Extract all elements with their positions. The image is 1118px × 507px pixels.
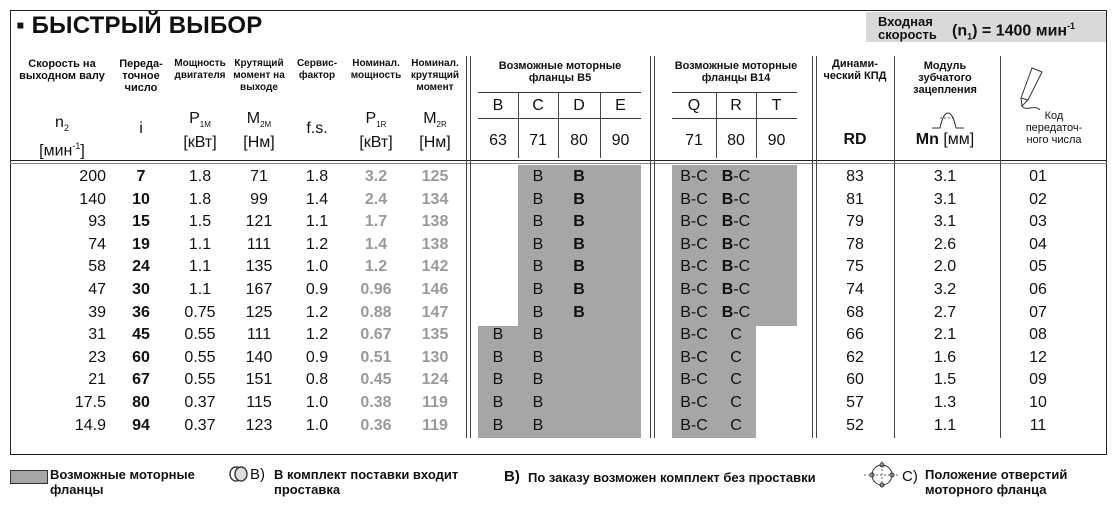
cell-fs: 0.9 xyxy=(305,281,329,298)
cell-b14-71: B-C xyxy=(680,281,708,298)
header-eff: Динами-ческий КПД xyxy=(823,58,887,82)
cell-b14-71: B-C xyxy=(680,371,708,389)
cell-b5-71: B xyxy=(532,235,544,253)
legend-holes: Положение отверстий моторного фланца xyxy=(925,467,1068,497)
b14-letter: Q xyxy=(687,97,701,114)
cell-b14-80-rest: -C xyxy=(733,258,751,276)
header-power: Мощность двигателя xyxy=(174,58,226,81)
cell-n2: 21 xyxy=(88,371,106,389)
cell-p1m: 1.5 xyxy=(188,213,212,231)
cell-b14-71: B-C xyxy=(680,213,708,231)
cell-m2r: 138 xyxy=(421,235,449,253)
cell-b14-71: B-C xyxy=(680,394,708,411)
cell-mn: 3.1 xyxy=(933,168,957,185)
cell-i: 45 xyxy=(132,326,150,344)
symbol-m2r: $M_{2R}$ [Нм] xyxy=(419,110,451,152)
cell-mn: 1.5 xyxy=(933,371,957,389)
cell-p1m: 0.75 xyxy=(184,303,216,321)
cell-m2r: 142 xyxy=(421,258,449,276)
cell-b14-80 xyxy=(716,325,756,345)
cell-code: 10 xyxy=(1029,394,1047,411)
cell-b14-80-rest: -C xyxy=(733,168,751,185)
cell-b5-63 xyxy=(478,280,518,300)
cell-b14-80-rest: C xyxy=(730,326,742,344)
cell-p1m: 1.1 xyxy=(188,281,212,298)
cell-b5-80 xyxy=(558,370,600,390)
cell-code: 03 xyxy=(1029,213,1047,231)
cell-m2r: 146 xyxy=(421,281,449,298)
cell-p1m: 0.37 xyxy=(184,416,216,434)
cell-mn: 2.1 xyxy=(933,326,957,344)
cell-b5-71: B xyxy=(532,394,544,411)
cell-b5-80: B xyxy=(573,213,585,231)
cell-b5-63 xyxy=(478,257,518,277)
flange-header-rule-top xyxy=(478,92,641,93)
cell-i: 10 xyxy=(132,190,150,208)
cell-n2: 14.9 xyxy=(74,416,106,434)
cell-fs: 1.1 xyxy=(305,213,329,231)
cell-fs: 1.2 xyxy=(305,326,329,344)
symbol-rd: RD xyxy=(843,131,867,148)
cell-mn: 1.3 xyxy=(933,394,957,411)
symbol-n2: $n_2$ [мин$^{-1}$] xyxy=(39,114,85,160)
cell-n2: 58 xyxy=(88,258,106,276)
cell-b5-71: B xyxy=(532,416,544,434)
cell-fs: 1.2 xyxy=(305,303,329,321)
cell-p1r: 0.88 xyxy=(360,303,392,321)
cell-mn: 1.6 xyxy=(933,348,957,366)
pencil-icon xyxy=(1012,66,1052,116)
cell-b14-71: B-C xyxy=(680,190,708,208)
cell-b5-71: B xyxy=(532,190,544,208)
cell-m2m: 121 xyxy=(245,213,273,231)
cell-m2r: 138 xyxy=(421,213,449,231)
legend-b-icon-label: B) xyxy=(250,466,265,483)
cell-b14-80-bold: B xyxy=(721,258,734,276)
cell-p1m: 1.8 xyxy=(188,168,212,185)
cell-b5-80: B xyxy=(573,303,585,321)
b5-letter: C xyxy=(532,97,544,114)
cell-p1r: 3.2 xyxy=(364,168,388,185)
header-torque: Крутящий момент на выходе xyxy=(233,58,285,93)
cell-mn: 1.1 xyxy=(933,416,957,434)
divider-eff xyxy=(894,56,895,438)
cell-b14-80-rest: -C xyxy=(733,281,751,298)
cell-b5-63: B xyxy=(492,416,504,434)
cell-b14-80-bold: B xyxy=(721,235,734,253)
cell-b5-71: B xyxy=(532,213,544,231)
cell-p1r: 0.67 xyxy=(360,326,392,344)
cell-b5-63 xyxy=(478,303,518,323)
cell-n2: 47 xyxy=(88,281,106,298)
flange-header-divider xyxy=(716,92,717,158)
cell-i: 94 xyxy=(132,416,150,434)
flange-header-rule xyxy=(478,118,641,119)
cell-n2: 17.5 xyxy=(74,394,106,411)
header-b14: Возможные моторные фланцы B14 xyxy=(674,60,798,84)
cell-b5-80: B xyxy=(573,168,585,185)
cell-code: 09 xyxy=(1029,371,1047,389)
divider-b5-left-2 xyxy=(470,56,471,438)
cell-b14-80 xyxy=(716,348,756,368)
flange-holes-icon xyxy=(862,460,902,490)
cell-rd: 81 xyxy=(846,190,864,208)
cell-m2r: 130 xyxy=(421,348,449,366)
cell-fs: 1.8 xyxy=(305,168,329,185)
cell-b5-71: B xyxy=(532,348,544,366)
symbol-m2m: $M_{2M}$ [Нм] xyxy=(243,110,275,152)
flange-header-divider xyxy=(600,92,601,158)
cell-i: 19 xyxy=(132,235,150,253)
cell-rd: 52 xyxy=(846,416,864,434)
cell-p1r: 0.45 xyxy=(360,371,392,389)
cell-i: 30 xyxy=(132,281,150,298)
cell-b14-80-bold: B xyxy=(721,281,734,298)
cell-n2: 74 xyxy=(88,235,106,253)
cell-b14-80-rest: C xyxy=(730,348,742,366)
cell-p1m: 1.1 xyxy=(188,235,212,253)
cell-b5-63: B xyxy=(492,326,504,344)
b14-size: 80 xyxy=(727,132,745,149)
cell-p1r: 1.2 xyxy=(364,258,388,276)
cell-code: 12 xyxy=(1029,348,1047,366)
symbol-mn: Mn [мм] xyxy=(915,131,975,148)
legend-spacer-included: В комплект поставки входит проставка xyxy=(274,467,459,497)
cell-n2: 93 xyxy=(88,213,106,231)
cell-i: 60 xyxy=(132,348,150,366)
cell-fs: 1.0 xyxy=(305,258,329,276)
cell-b14-80-bold: B xyxy=(721,213,734,231)
cell-p1m: 0.55 xyxy=(184,326,216,344)
header-b5: Возможные моторные фланцы B5 xyxy=(498,60,622,84)
cell-p1m: 1.1 xyxy=(188,258,212,276)
flange-header-rule-top xyxy=(672,92,797,93)
tooth-profile-icon xyxy=(930,104,966,130)
cell-rd: 57 xyxy=(846,394,864,411)
cell-b5-80: B xyxy=(573,190,585,208)
cell-p1r: 1.7 xyxy=(364,213,388,231)
cell-b14-80 xyxy=(716,370,756,390)
cell-mn: 3.1 xyxy=(933,213,957,231)
cell-m2r: 124 xyxy=(421,371,449,389)
cell-m2m: 111 xyxy=(246,235,272,253)
input-speed-line2: скорость xyxy=(878,27,937,42)
cell-b14-80 xyxy=(716,235,756,255)
cell-m2m: 151 xyxy=(245,371,273,389)
divider-module xyxy=(1000,56,1001,438)
cell-b14-80-bold: B xyxy=(721,190,734,208)
flange-header-rule xyxy=(672,118,797,119)
cell-mn: 2.7 xyxy=(933,303,957,321)
spacer-icon xyxy=(228,466,250,482)
cell-b14-80 xyxy=(716,167,756,187)
cell-b5-63 xyxy=(478,235,518,255)
flange-header-divider xyxy=(756,92,757,158)
cell-mn: 3.1 xyxy=(933,190,957,208)
cell-b5-63: B xyxy=(492,394,504,411)
b5-letter: E xyxy=(615,97,626,114)
cell-b14-80 xyxy=(716,212,756,232)
cell-b5-80 xyxy=(558,348,600,368)
cell-b14-80-bold: B xyxy=(721,168,734,185)
cell-m2m: 123 xyxy=(245,416,273,434)
divider-b14-left xyxy=(650,56,651,438)
cell-i: 24 xyxy=(132,258,150,276)
cell-b14-80 xyxy=(716,393,756,413)
b14-90-block xyxy=(756,165,797,326)
cell-b14-80-rest: C xyxy=(730,394,742,411)
b5-letter: B xyxy=(492,97,504,114)
divider-b14-left-2 xyxy=(654,56,655,438)
b14-letter: T xyxy=(771,97,782,114)
cell-b5-71: B xyxy=(532,258,544,276)
cell-code: 01 xyxy=(1029,168,1047,185)
cell-fs: 0.8 xyxy=(305,371,329,389)
cell-b14-71: B-C xyxy=(680,348,708,366)
legend-b-bold: B) xyxy=(504,468,520,485)
cell-i: 15 xyxy=(132,213,150,231)
cell-b14-71: B-C xyxy=(680,326,708,344)
header-nom-power: Номинал. мощность xyxy=(350,58,402,81)
cell-fs: 1.0 xyxy=(305,416,329,434)
cell-n2: 200 xyxy=(79,168,106,185)
b5-size: 71 xyxy=(529,132,547,149)
flange-header-divider xyxy=(558,92,559,158)
cell-b14-80-rest: C xyxy=(730,416,742,434)
cell-b14-80-rest: -C xyxy=(733,235,751,253)
cell-rd: 62 xyxy=(846,348,864,366)
cell-fs: 1.0 xyxy=(305,394,329,411)
cell-m2m: 125 xyxy=(245,303,273,321)
cell-b14-80 xyxy=(716,257,756,277)
cell-b14-80 xyxy=(716,190,756,210)
cell-n2: 31 xyxy=(88,326,106,344)
cell-mn: 3.2 xyxy=(933,281,957,298)
b5-letter: D xyxy=(573,97,585,114)
header-service: Сервис-фактор xyxy=(296,58,338,81)
cell-b14-80 xyxy=(716,303,756,323)
cell-i: 36 xyxy=(132,303,150,321)
cell-p1r: 2.4 xyxy=(364,190,388,208)
cell-b5-63 xyxy=(478,190,518,210)
b14-letter: R xyxy=(730,97,742,114)
symbol-fs: f.s. xyxy=(306,120,328,137)
cell-code: 11 xyxy=(1029,416,1047,434)
input-speed-line1: Входная xyxy=(878,14,933,29)
cell-b5-63 xyxy=(478,167,518,187)
legend-no-spacer: По заказу возможен комплект без проставки xyxy=(528,470,816,485)
divider-b5-left xyxy=(466,56,467,438)
cell-b14-80-rest: -C xyxy=(733,213,751,231)
cell-b5-80 xyxy=(558,416,600,436)
header-nom-torque: Номинал. крутящий момент xyxy=(410,58,460,93)
cell-m2m: 115 xyxy=(246,394,272,411)
b5-size: 80 xyxy=(570,132,588,149)
legend-c-label: C) xyxy=(902,468,918,485)
divider-b14-right xyxy=(812,56,813,438)
cell-rd: 75 xyxy=(846,258,864,276)
cell-b5-80: B xyxy=(573,281,585,298)
cell-code: 08 xyxy=(1029,326,1047,344)
cell-b5-71: B xyxy=(532,168,544,185)
b5-90-block xyxy=(600,165,641,326)
cell-m2m: 135 xyxy=(245,258,273,276)
cell-b14-71: B-C xyxy=(680,416,708,434)
input-speed-box xyxy=(866,12,1106,42)
cell-m2m: 167 xyxy=(245,281,273,298)
page-title: ▪ БЫСТРЫЙ ВЫБОР xyxy=(16,12,263,39)
cell-code: 07 xyxy=(1029,303,1047,321)
cell-b14-80 xyxy=(716,416,756,436)
cell-mn: 2.6 xyxy=(933,235,957,253)
header-speed: Скорость на выходном валу xyxy=(19,58,105,82)
cell-m2m: 140 xyxy=(245,348,273,366)
cell-m2r: 119 xyxy=(422,416,448,434)
cell-b14-80 xyxy=(716,280,756,300)
cell-m2m: 71 xyxy=(250,168,268,185)
cell-n2: 140 xyxy=(79,190,106,208)
cell-b5-63: B xyxy=(492,371,504,389)
cell-rd: 60 xyxy=(846,371,864,389)
b5-size: 63 xyxy=(489,132,507,149)
cell-rd: 66 xyxy=(846,326,864,344)
header-separator-2 xyxy=(10,163,1107,164)
cell-m2m: 99 xyxy=(250,190,268,208)
cell-rd: 74 xyxy=(846,281,864,298)
cell-b14-71: B-C xyxy=(680,235,708,253)
cell-b14-71: B-C xyxy=(680,168,708,185)
input-speed-value: $(n_1) = 1400$ мин$^{-1}$ xyxy=(952,21,1076,42)
cell-p1m: 0.55 xyxy=(184,371,216,389)
cell-i: 80 xyxy=(132,394,150,411)
cell-m2m: 111 xyxy=(246,326,272,344)
cell-p1m: 0.55 xyxy=(184,348,216,366)
b14-size: 71 xyxy=(685,132,703,149)
b14-size: 90 xyxy=(767,132,786,149)
cell-p1r: 0.36 xyxy=(360,416,392,434)
cell-code: 04 xyxy=(1029,235,1047,253)
cell-fs: 0.9 xyxy=(305,348,329,366)
symbol-p1m: $P_{1M}$ [кВт] xyxy=(183,110,217,152)
flange-header-divider xyxy=(518,92,519,158)
cell-p1m: 0.37 xyxy=(184,394,216,411)
cell-b5-71: B xyxy=(532,326,544,344)
cell-fs: 1.2 xyxy=(305,235,329,253)
cell-rd: 78 xyxy=(846,235,864,253)
header-module: Модуль зубчатого зацепления xyxy=(913,60,977,96)
cell-b14-80-rest: C xyxy=(730,371,742,389)
cell-m2r: 135 xyxy=(421,326,449,344)
cell-b5-80 xyxy=(558,393,600,413)
cell-code: 05 xyxy=(1029,258,1047,276)
cell-b14-71: B-C xyxy=(680,258,708,276)
header-ratio: Переда-точное число xyxy=(119,58,163,94)
cell-m2r: 119 xyxy=(422,394,448,411)
cell-m2r: 125 xyxy=(421,168,449,185)
cell-m2r: 134 xyxy=(421,190,449,208)
cell-i: 7 xyxy=(136,168,146,185)
cell-p1r: 1.4 xyxy=(364,235,388,253)
cell-m2r: 147 xyxy=(421,303,449,321)
cell-b5-80: B xyxy=(573,258,585,276)
cell-b5-80: B xyxy=(573,235,585,253)
cell-i: 67 xyxy=(132,371,150,389)
cell-b5-71: B xyxy=(532,303,544,321)
cell-b5-63 xyxy=(478,212,518,232)
cell-b5-71: B xyxy=(532,371,544,389)
divider-b14-right-2 xyxy=(816,56,817,438)
gray-swatch xyxy=(10,470,48,484)
cell-b5-63: B xyxy=(492,348,504,366)
symbol-p1r: $P_{1R}$ [кВт] xyxy=(359,110,393,152)
cell-n2: 39 xyxy=(88,303,106,321)
cell-b14-80-rest: -C xyxy=(733,303,751,321)
cell-rd: 79 xyxy=(846,213,864,231)
cell-rd: 68 xyxy=(846,303,864,321)
symbol-i: i xyxy=(139,120,143,137)
cell-b14-80-rest: -C xyxy=(733,190,751,208)
cell-p1m: 1.8 xyxy=(188,190,212,208)
cell-b5-71: B xyxy=(532,281,544,298)
cell-code: 02 xyxy=(1029,190,1047,208)
cell-p1r: 0.96 xyxy=(360,281,392,298)
cell-p1r: 0.38 xyxy=(360,394,392,411)
b5-size: 90 xyxy=(611,132,630,149)
legend-flanges: Возможные моторные фланцы xyxy=(50,467,195,497)
cell-n2: 23 xyxy=(88,348,106,366)
header-code: Код передаточ-ного числа xyxy=(1025,110,1083,146)
cell-b5-80 xyxy=(558,325,600,345)
header-separator xyxy=(10,160,1107,161)
cell-rd: 83 xyxy=(846,168,864,185)
cell-p1r: 0.51 xyxy=(360,348,392,366)
cell-fs: 1.4 xyxy=(305,190,329,208)
cell-mn: 2.0 xyxy=(933,258,957,276)
cell-b14-80-bold: B xyxy=(721,303,734,321)
cell-b14-71: B-C xyxy=(680,303,708,321)
cell-code: 06 xyxy=(1029,281,1047,298)
